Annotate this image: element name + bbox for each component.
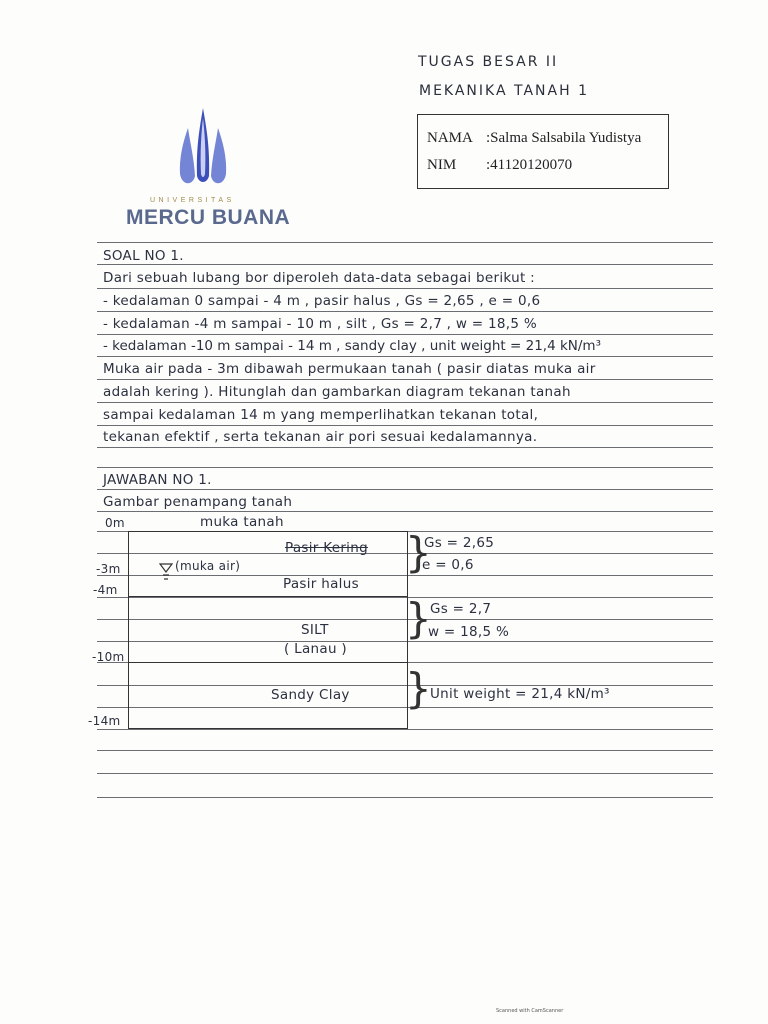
rule-line — [97, 311, 713, 312]
property-void-ratio: e = 0,6 — [422, 557, 474, 573]
logo-name-text: MERCU BUANA — [126, 206, 291, 229]
question-line: Dari sebuah lubang bor diperoleh data-data sebagai berikut : — [103, 270, 536, 286]
rule-line — [97, 425, 713, 426]
name-label: NAMA — [427, 130, 473, 146]
question-line: - kedalaman -10 m sampai - 14 m , sandy clay , unit weight = 21,4 kN/m³ — [103, 338, 601, 354]
soil-cross-section — [128, 531, 408, 729]
rule-line — [97, 402, 713, 403]
layer-boundary-10m — [129, 662, 407, 663]
property-gs-silt: Gs = 2,7 — [430, 601, 492, 617]
depth-label-14m: -14m — [88, 714, 121, 728]
rule-line — [97, 379, 713, 380]
question-line: adalah kering ). Hitunglah dan gambarkan diagram tekanan tanah — [103, 384, 571, 400]
depth-label-4m: -4m — [93, 583, 118, 597]
rule-line — [97, 511, 713, 512]
rule-line — [97, 356, 713, 357]
rule-line — [97, 750, 713, 751]
logo-universitas-text: UNIVERSITAS — [150, 197, 235, 204]
question-line: sampai kedalaman 14 m yang memperlihatkan tekanan total, — [103, 407, 539, 423]
nim-value: :41120120070 — [486, 157, 573, 173]
depth-label-3m: -3m — [96, 562, 121, 576]
rule-line — [97, 334, 713, 335]
question-line: - kedalaman -4 m sampai - 10 m , silt , Gs = 2,7 , w = 18,5 % — [103, 316, 537, 332]
property-water-content: w = 18,5 % — [428, 624, 510, 640]
question-heading: SOAL NO 1. — [103, 248, 184, 264]
rule-line — [97, 288, 713, 289]
layer-boundary-4m — [129, 596, 407, 597]
depth-label-10m: -10m — [92, 650, 125, 664]
name-value: :Salma Salsabila Yudistya — [486, 130, 642, 146]
rule-line — [97, 264, 713, 265]
property-gs-sand: Gs = 2,65 — [424, 535, 495, 551]
rule-line — [97, 489, 713, 490]
water-table-icon — [159, 562, 173, 588]
rule-line — [97, 447, 713, 448]
answer-heading: JAWABAN NO 1. — [103, 472, 212, 488]
property-unit-weight: Unit weight = 21,4 kN/m³ — [430, 686, 610, 702]
identity-box — [417, 114, 669, 189]
answer-subheading: Gambar penampang tanah — [103, 494, 293, 510]
rule-line — [97, 467, 713, 468]
brace-clay-icon: } — [405, 664, 432, 713]
brace-sand-icon: } — [405, 528, 432, 577]
nim-label: NIM — [427, 157, 457, 173]
layer-fine-sand-label: Pasir halus — [283, 576, 359, 592]
ground-surface-label: muka tanah — [200, 514, 284, 530]
brace-silt-icon: } — [405, 594, 432, 643]
rule-line — [97, 729, 713, 730]
rule-line — [97, 773, 713, 774]
rule-line — [97, 242, 713, 243]
question-line: - kedalaman 0 sampai - 4 m , pasir halus , Gs = 2,65 , e = 0,6 — [103, 293, 541, 309]
depth-label-0m: 0m — [105, 516, 125, 530]
scanner-footer: Scanned with CamScanner — [496, 1008, 564, 1014]
question-line: Muka air pada - 3m dibawah permukaan tanah ( pasir diatas muka air — [103, 361, 596, 377]
layer-silt-label: SILT — [301, 622, 329, 638]
water-table-label: (muka air) — [175, 559, 241, 573]
title-line-1: TUGAS BESAR II — [418, 54, 559, 70]
layer-dry-sand-label: Pasir Kering — [285, 540, 368, 556]
layer-sandy-clay-label: Sandy Clay — [271, 687, 350, 703]
title-line-2: MEKANIKA TANAH 1 — [419, 83, 589, 99]
question-line: tekanan efektif , serta tekanan air pori sesuai kedalamannya. — [103, 429, 538, 445]
layer-silt-sublabel: ( Lanau ) — [284, 641, 347, 657]
rule-line — [97, 797, 713, 798]
mercu-buana-logo-icon — [176, 106, 230, 192]
